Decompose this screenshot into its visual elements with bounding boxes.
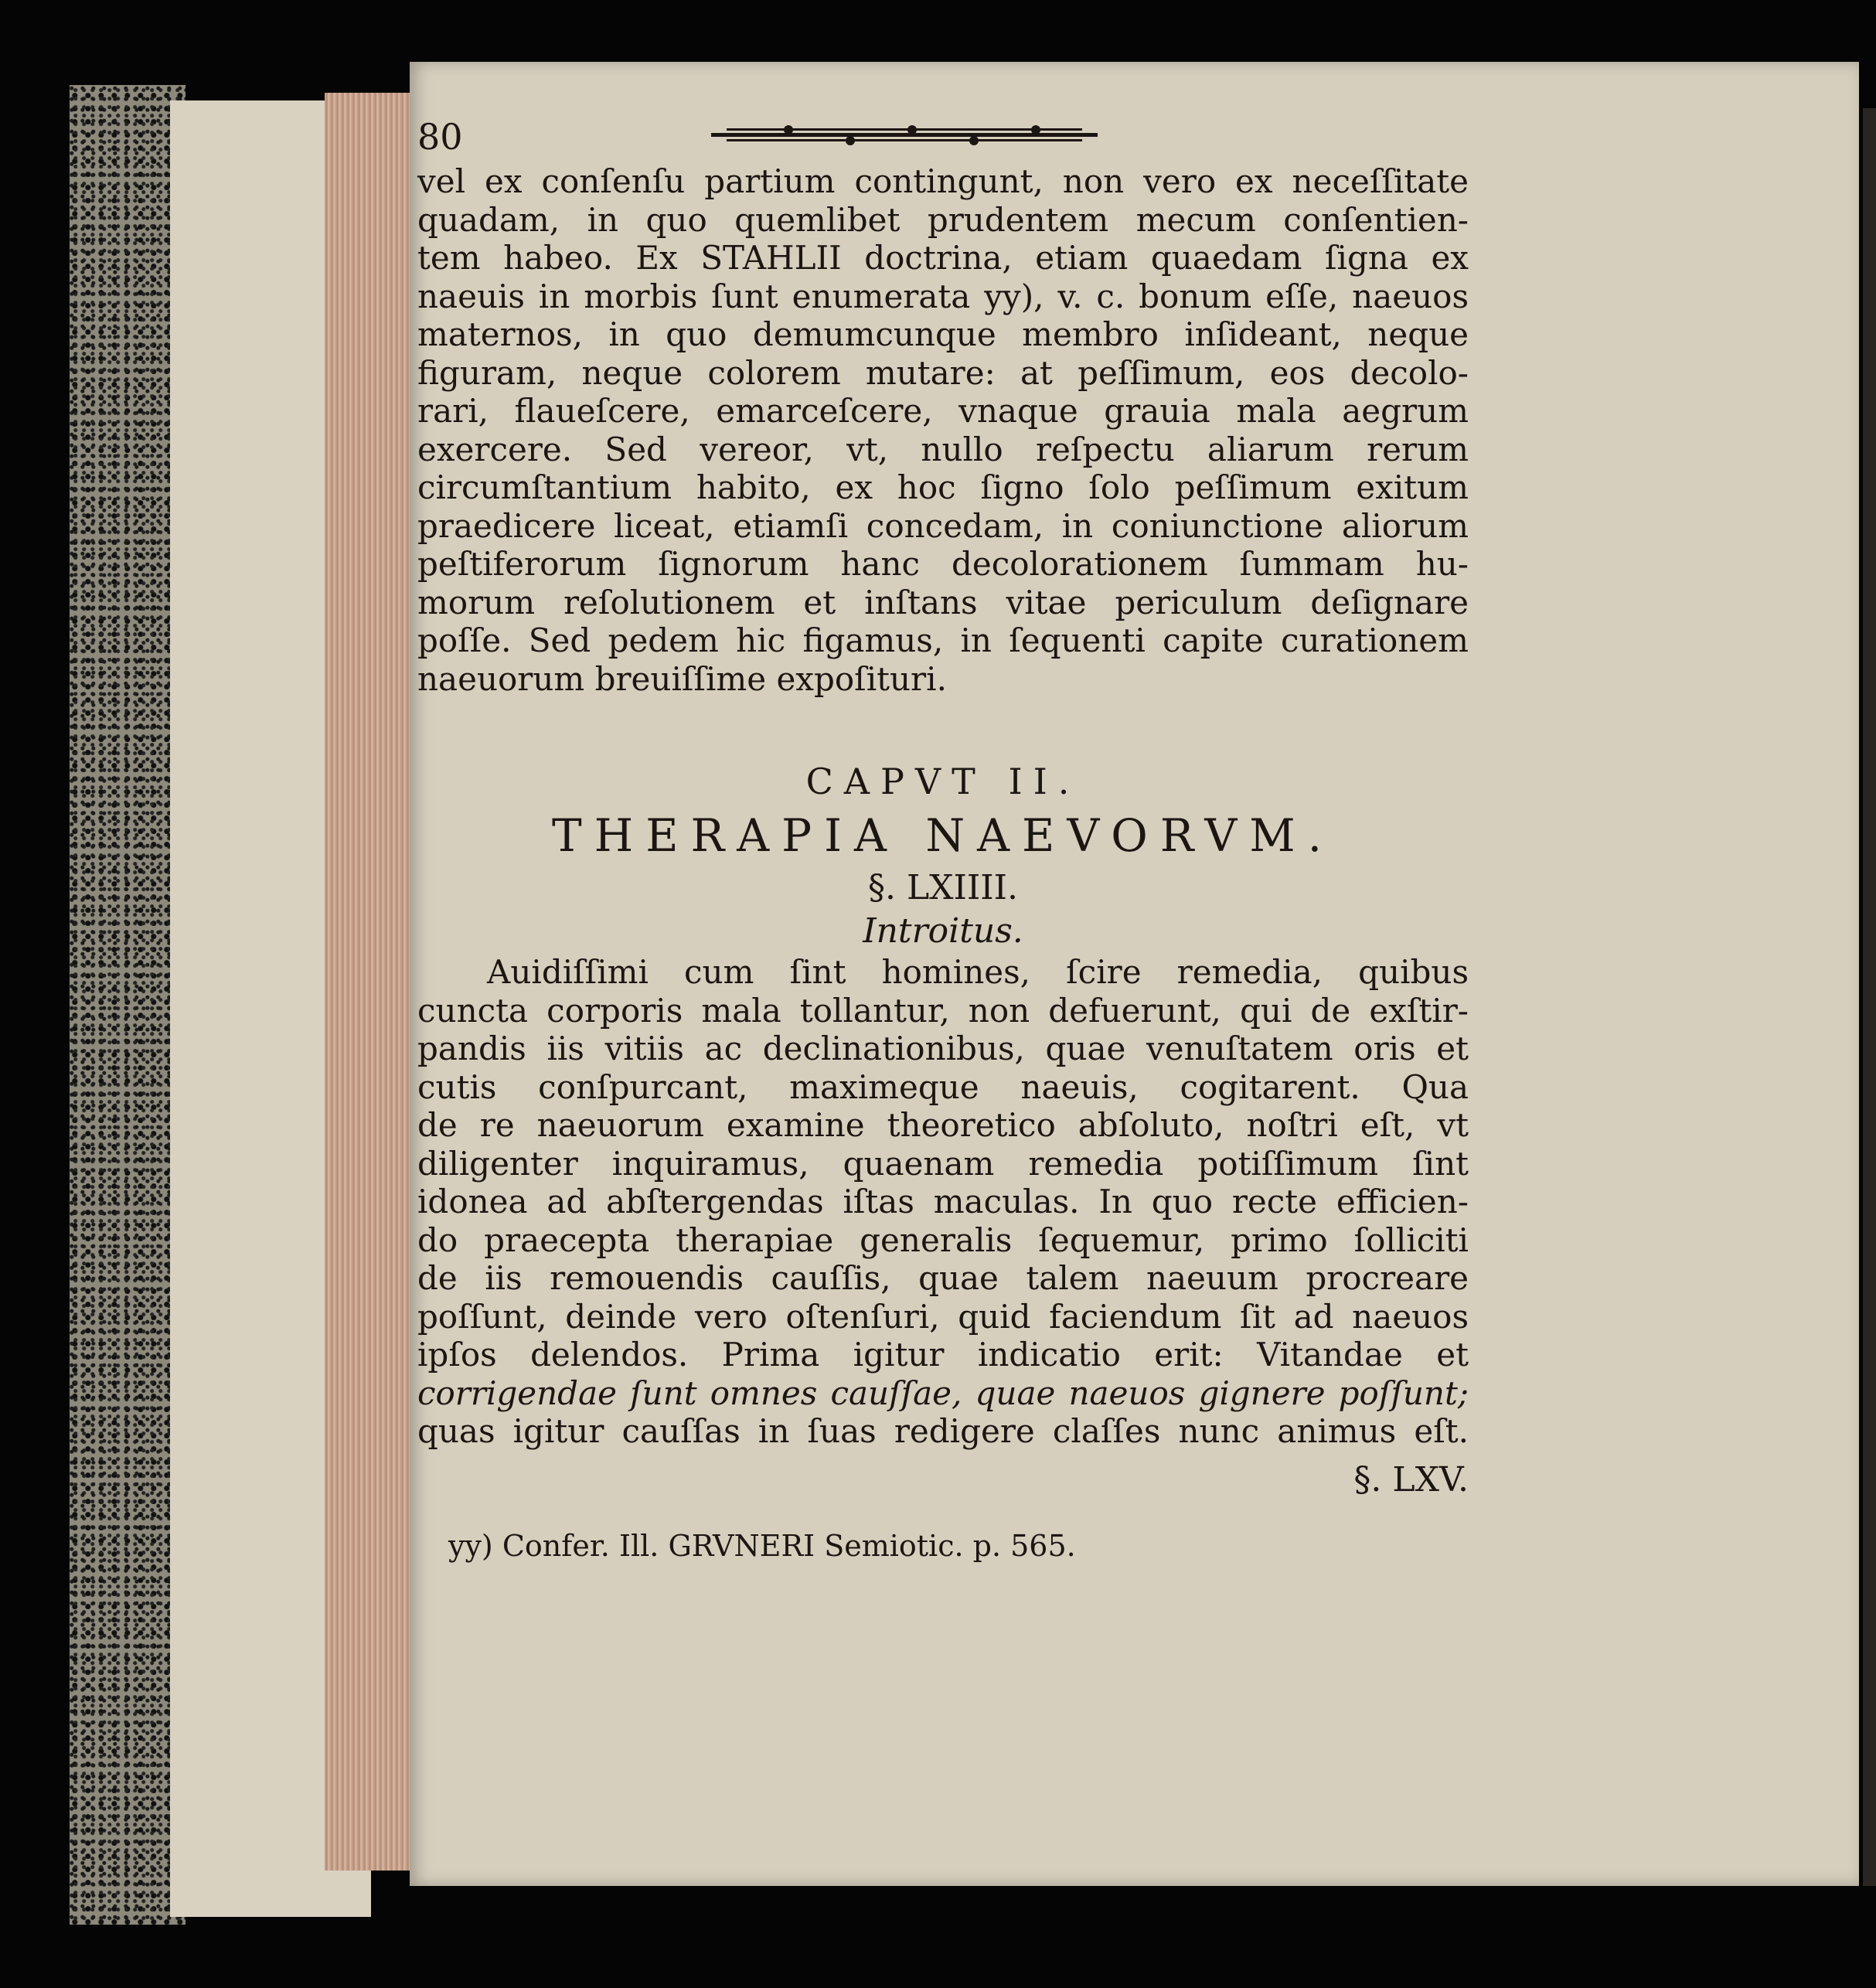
text-line: tem habeo. Ex STAHLII doctrina, etiam quaedam ſigna ex <box>417 239 1469 277</box>
text-line: vel ex conſenſu partium contingunt, non vero ex neceſſitate <box>417 162 1469 200</box>
section-subheading: Introitus. <box>863 911 1023 951</box>
text-line: cutis conſpurcant, maximeque naeuis, cogitarent. Qua <box>417 1067 1469 1106</box>
text-line: peſtiferorum ſignorum hanc decolorationem ſummam hu- <box>417 545 1469 583</box>
text-line: praedicere liceat, etiamſi concedam, in coniunctione aliorum <box>417 506 1469 545</box>
text-line: naeuorum breuiſſime expoſituri. <box>417 659 947 698</box>
text-line: diligenter inquiramus, quaenam remedia potiſſimum ſint <box>417 1144 1469 1183</box>
text-line: idonea ad abſtergendas iſtas maculas. In quo recte efficien- <box>417 1183 1469 1220</box>
chapter-title: THERAPIA NAEVORVM. <box>551 809 1335 862</box>
chapter-number: CAPVT II. <box>805 761 1081 802</box>
text-line: figuram, neque colorem mutare: at peſſimum, eos decolo- <box>417 353 1469 392</box>
text-line: quas igitur cauſſas in ſuas redigere claſſes nunc animus eſt. <box>417 1412 1469 1450</box>
text-line: naeuis in morbis ſunt enumerata yy), v. c. bonum eſſe, naeuos <box>417 277 1469 315</box>
text-line: poſſe. Sed pedem hic figamus, in ſequenti capite curationem <box>417 621 1469 659</box>
text-line: de iis remouendis cauſſis, quae talem naeuum procreare <box>417 1259 1469 1297</box>
catchword: §. LXV. <box>1353 1459 1469 1500</box>
section-number: §. LXIIII. <box>867 868 1019 907</box>
text-line: quadam, in quo quemlibet prudentem mecum conſentien- <box>417 200 1469 239</box>
page-number: 80 <box>417 116 463 158</box>
footnote: yy) Confer. Ill. GRVNERI Semiotic. p. 565. <box>448 1528 1076 1563</box>
text-line: exercere. Sed vereor, vt, nullo reſpectu aliarum rerum <box>417 430 1469 468</box>
text-line: corrigendae ſunt omnes cauſſae, quae naeuos gignere poſſunt; <box>417 1374 1469 1412</box>
gutter-shadow <box>1863 108 1876 1886</box>
page-header <box>417 116 1469 162</box>
text-line: circumſtantium habito, ex hoc ſigno ſolo peſſimum exitum <box>417 468 1469 506</box>
text-line: pandis iis vitiis ac declinationibus, quae venuſtatem oris et <box>417 1030 1469 1067</box>
text-line: do praecepta therapiae generalis ſequemur, primo ſolliciti <box>417 1220 1469 1259</box>
text-line: maternos, in quo demumcunque membro inſideant, neque <box>417 315 1469 353</box>
text-line: poſſunt, deinde vero oſtenſuri, quid faciendum ſit ad naeuos <box>417 1297 1469 1336</box>
text-line: ipſos delendos. Prima igitur indicatio erit: Vitandae et <box>417 1336 1469 1374</box>
marbled-cover <box>70 85 186 1925</box>
text-line: de re naeuorum examine theoretico abſoluto, noſtri eſt, vt <box>417 1106 1469 1144</box>
text-line: Auidiſſimi cum ſint homines, ſcire remedia, quibus <box>487 953 1469 991</box>
text-line: cuncta corporis mala tollantur, non defuerunt, qui de exſtir- <box>417 991 1469 1030</box>
main-paragraph <box>417 953 1469 1451</box>
text-line: morum reſolutionem et inſtans vitae periculum deſignare <box>417 583 1469 621</box>
printers-ornament <box>711 124 1098 147</box>
continued-paragraph <box>417 162 1469 698</box>
text-line: rari, flaueſcere, emarceſcere, vnaque grauia mala aegrum <box>417 392 1469 430</box>
page-content <box>417 116 1469 1565</box>
